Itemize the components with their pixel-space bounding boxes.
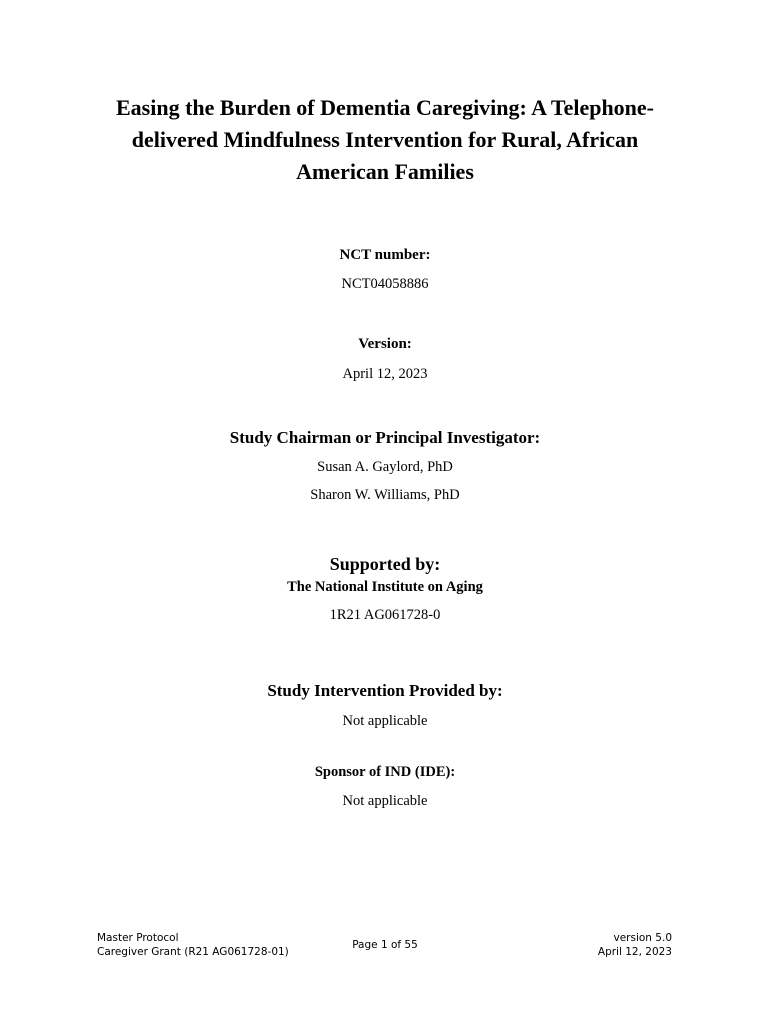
title-line-1: Easing the Burden of Dementia Caregiving: A Telephone- <box>115 95 655 120</box>
sponsor-value: Not applicable <box>342 793 428 809</box>
page-number: Page 1 of 55 <box>352 939 418 951</box>
version-value: April 12, 2023 <box>342 366 428 382</box>
intervention-value: Not applicable <box>342 713 428 729</box>
footer-version: version 5.0 <box>613 932 672 944</box>
intervention-label: Study Intervention Provided by: <box>267 681 503 700</box>
supporter-name: The National Institute on Aging <box>287 579 483 595</box>
footer-date: April 12, 2023 <box>597 946 672 958</box>
version-label: Version: <box>358 336 412 352</box>
title-line-2: delivered Mindfulness Intervention for Rural, African <box>131 127 639 152</box>
investigator-2: Sharon W. Williams, PhD <box>310 487 460 503</box>
sponsor-label: Sponsor of IND (IDE): <box>314 764 456 780</box>
footer-grant: Caregiver Grant (R21 AG061728-01) <box>97 946 289 958</box>
pi-label: Study Chairman or Principal Investigator: <box>229 428 541 447</box>
footer-protocol: Master Protocol <box>97 932 179 944</box>
grant-number: 1R21 AG061728-0 <box>329 607 441 623</box>
supported-label: Supported by: <box>329 554 441 574</box>
footer-right <box>598 931 672 959</box>
nct-value: NCT04058886 <box>341 276 429 292</box>
document-title <box>80 92 690 188</box>
nct-label: NCT number: <box>339 247 431 263</box>
investigator-1: Susan A. Gaylord, PhD <box>317 459 453 475</box>
title-line-3: American Families <box>296 159 474 184</box>
